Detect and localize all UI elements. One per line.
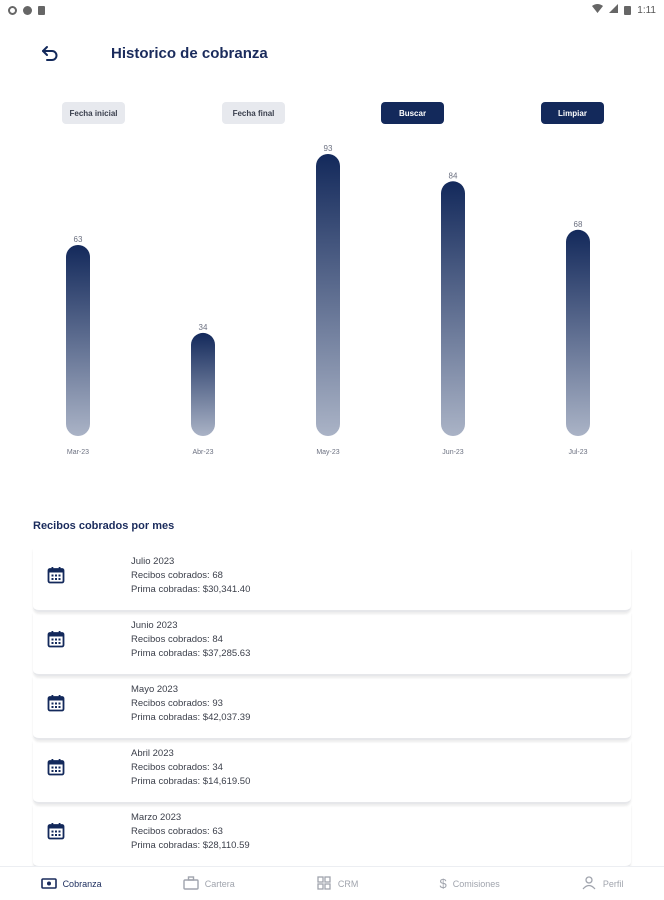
chart-tick-label: Abr-23	[192, 449, 214, 456]
list-item-receipts: Recibos cobrados: 84	[131, 634, 223, 645]
nav-cartera[interactable]	[183, 876, 235, 892]
app-notification-icon	[8, 6, 17, 15]
list-item[interactable]	[33, 804, 631, 868]
list-item-month: Julio 2023	[131, 556, 175, 567]
list-item-premium: Prima cobradas: $37,285.63	[131, 648, 251, 659]
chart-bar[interactable]	[441, 181, 465, 436]
list-item[interactable]	[33, 612, 631, 676]
monthly-receipts-list	[33, 548, 631, 868]
list-item-month: Marzo 2023	[131, 812, 182, 823]
page-title: Historico de cobranza	[111, 45, 268, 62]
header	[0, 38, 664, 72]
cash-icon	[41, 876, 57, 892]
search-button[interactable]: Buscar	[381, 102, 444, 124]
calendar-icon	[47, 822, 65, 840]
nav-perfil[interactable]	[581, 876, 624, 892]
nav-comisiones[interactable]	[439, 876, 499, 891]
bottom-nav	[0, 866, 664, 900]
list-item-month: Abril 2023	[131, 748, 174, 759]
calendar-icon	[47, 758, 65, 776]
chart-tick-label: Mar-23	[66, 449, 90, 456]
nav-crm-label: CRM	[337, 878, 359, 889]
dollar-icon: $	[439, 876, 447, 891]
list-item-receipts: Recibos cobrados: 68	[131, 570, 223, 581]
battery-icon	[624, 6, 631, 15]
chart-value-label: 34	[198, 322, 208, 332]
end-date-button[interactable]: Fecha final	[222, 102, 285, 124]
nav-crm[interactable]	[316, 876, 359, 892]
nav-perfil-label: Perfil	[602, 878, 624, 889]
briefcase-icon	[183, 876, 199, 892]
list-item-premium: Prima cobradas: $42,037.39	[131, 712, 251, 723]
status-icons-right	[592, 4, 656, 16]
list-item-premium: Prima cobradas: $28,110.59	[131, 840, 250, 851]
back-arrow-icon	[41, 44, 59, 67]
calendar-icon	[47, 630, 65, 648]
nav-cartera-label: Cartera	[204, 878, 235, 889]
list-item-month: Junio 2023	[131, 620, 178, 631]
signal-icon	[609, 4, 618, 16]
person-icon	[581, 876, 597, 892]
status-icons-left	[8, 6, 45, 15]
list-item-receipts: Recibos cobrados: 63	[131, 826, 223, 837]
list-item-premium: Prima cobradas: $14,619.50	[131, 776, 251, 787]
sync-icon	[23, 6, 32, 15]
nav-comisiones-label: Comisiones	[452, 878, 500, 889]
chart-value-label: 93	[323, 144, 333, 153]
chart-tick-label: Jul-23	[568, 449, 588, 456]
status-time: 1:11	[637, 4, 656, 16]
chart-bar[interactable]	[191, 333, 215, 436]
filter-bar	[0, 102, 664, 124]
clear-button[interactable]: Limpiar	[541, 102, 604, 124]
calendar-icon	[47, 694, 65, 712]
chart-tick-label: Jun-23	[442, 449, 464, 456]
chart-bar[interactable]	[566, 230, 590, 436]
nav-cobranza-label: Cobranza	[62, 878, 102, 889]
list-item[interactable]	[33, 740, 631, 804]
list-item[interactable]	[33, 548, 631, 612]
list-item-receipts: Recibos cobrados: 34	[131, 762, 223, 773]
wifi-icon	[592, 4, 603, 16]
chart-bar[interactable]	[316, 154, 340, 436]
chart-value-label: 84	[448, 171, 458, 181]
calendar-icon	[47, 566, 65, 584]
list-item-receipts: Recibos cobrados: 93	[131, 698, 223, 709]
start-date-button[interactable]: Fecha inicial	[62, 102, 125, 124]
section-title: Recibos cobrados por mes	[33, 520, 175, 532]
chart-bar[interactable]	[66, 245, 90, 436]
status-bar	[0, 0, 664, 20]
back-button[interactable]	[38, 43, 62, 67]
grid-icon	[316, 876, 332, 892]
list-item-premium: Prima cobradas: $30,341.40	[131, 584, 251, 595]
collection-chart	[0, 140, 664, 470]
list-item[interactable]	[33, 676, 631, 740]
sim-icon	[38, 6, 45, 15]
chart-value-label: 63	[73, 234, 83, 244]
collection-chart-svg	[0, 140, 664, 470]
list-item-month: Mayo 2023	[131, 684, 179, 695]
chart-tick-label: May-23	[316, 449, 340, 456]
chart-value-label: 68	[573, 219, 583, 229]
nav-cobranza[interactable]	[41, 876, 102, 892]
